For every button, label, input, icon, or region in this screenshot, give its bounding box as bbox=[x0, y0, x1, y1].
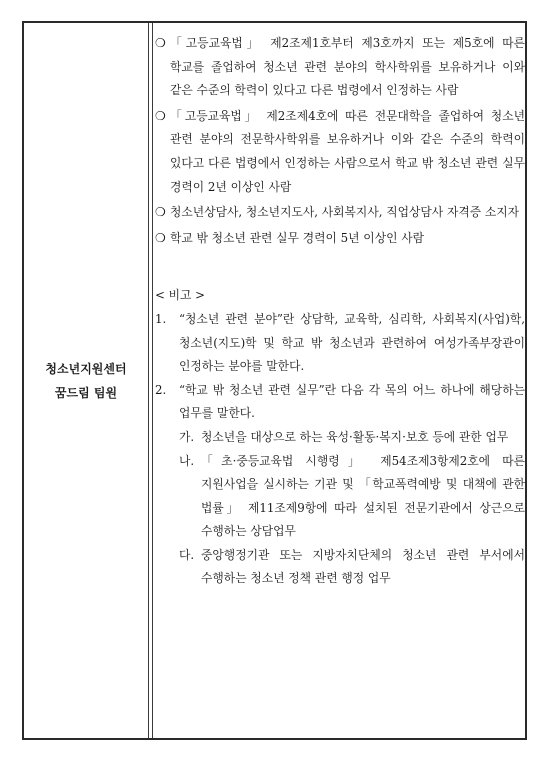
bullet-circle-icon: ❍ bbox=[155, 230, 166, 245]
role-title bbox=[45, 357, 126, 405]
role-cell bbox=[24, 23, 148, 738]
sub-item-text: 청소년을 대상으로 하는 육성·활동·복지·보호 등에 관한 업무 bbox=[201, 429, 509, 444]
qualification-table bbox=[22, 21, 527, 740]
qualification-item bbox=[155, 105, 525, 199]
note-item bbox=[155, 308, 525, 379]
note-text: “청소년 관련 분야”란 상담학, 교육학, 심리학, 사회복지(사업)학, 청소년(지도)학 및 학교 밖 청소년과 관련하여 여성가족부장관이 인정하는 분야를 말한다. bbox=[179, 311, 525, 374]
qualification-text: 「고등교육법」 제2조제4호에 따른 전문대학을 졸업하여 청소년 관련 분야의 전문학사학위를 보유하거나 이와 같은 수준의 학력이 있다고 다른 법령에서 인정하는 사람으로서 학교 밖 청소년 관련 실무 경력이 2년 이상인 사람 bbox=[170, 108, 525, 194]
sub-item-mark: 나. bbox=[179, 453, 195, 468]
note-heading: < 비고 > bbox=[155, 288, 206, 303]
qualification-item bbox=[155, 32, 525, 103]
qualification-text: 「고등교육법」 제2조제1호부터 제3호까지 또는 제5호에 따른 학교를 졸업하여 청소년 관련 분야의 학사학위를 보유하거나 이와 같은 수준의 학력이 있다고 다른 법령에서 인정하는 사람 bbox=[170, 36, 525, 98]
sub-item-mark: 가. bbox=[179, 429, 195, 444]
bullet-circle-icon: ❍ bbox=[155, 205, 166, 220]
sub-item-mark: 다. bbox=[179, 547, 195, 562]
qualification-text: 학교 밖 청소년 관련 실무 경력이 5년 이상인 사람 bbox=[170, 230, 425, 245]
note-sub-item bbox=[155, 450, 525, 544]
column-divider bbox=[148, 23, 149, 738]
note-number: 1. bbox=[155, 311, 167, 326]
role-title-line1: 청소년지원센터 bbox=[45, 361, 127, 376]
note-text: “학교 밖 청소년 관련 실무”란 다음 각 목의 어느 하나에 해당하는 업무를 말한다. bbox=[179, 382, 525, 421]
qualification-item bbox=[155, 201, 525, 225]
qualification-item bbox=[155, 227, 525, 251]
note-sub-item bbox=[155, 426, 525, 450]
note-sub-item bbox=[155, 544, 525, 591]
bullet-circle-icon: ❍ bbox=[155, 108, 166, 123]
note-item bbox=[155, 379, 525, 426]
column-divider-inner bbox=[152, 23, 153, 738]
requirements-cell bbox=[155, 32, 525, 591]
sub-item-text: 「초·중등교육법 시행령」 제54조제3항제2호에 따른 지원사업을 실시하는 기관 및 「학교폭력예방 및 대책에 관한 법률」 제11조제9항에 따라 설치된 전문기관에서 상근으로 수행하는 상담업무 bbox=[201, 453, 525, 539]
bullet-circle-icon: ❍ bbox=[155, 36, 166, 50]
note-number: 2. bbox=[155, 382, 167, 397]
sub-item-text: 중앙행정기관 또는 지방자치단체의 청소년 관련 부서에서 수행하는 청소년 정책 관련 행정 업무 bbox=[201, 547, 525, 586]
role-title-line2: 꿈드림 팀원 bbox=[54, 385, 118, 400]
qualification-text: 청소년상담사, 청소년지도사, 사회복지사, 직업상담사 자격증 소지자 bbox=[170, 205, 520, 220]
